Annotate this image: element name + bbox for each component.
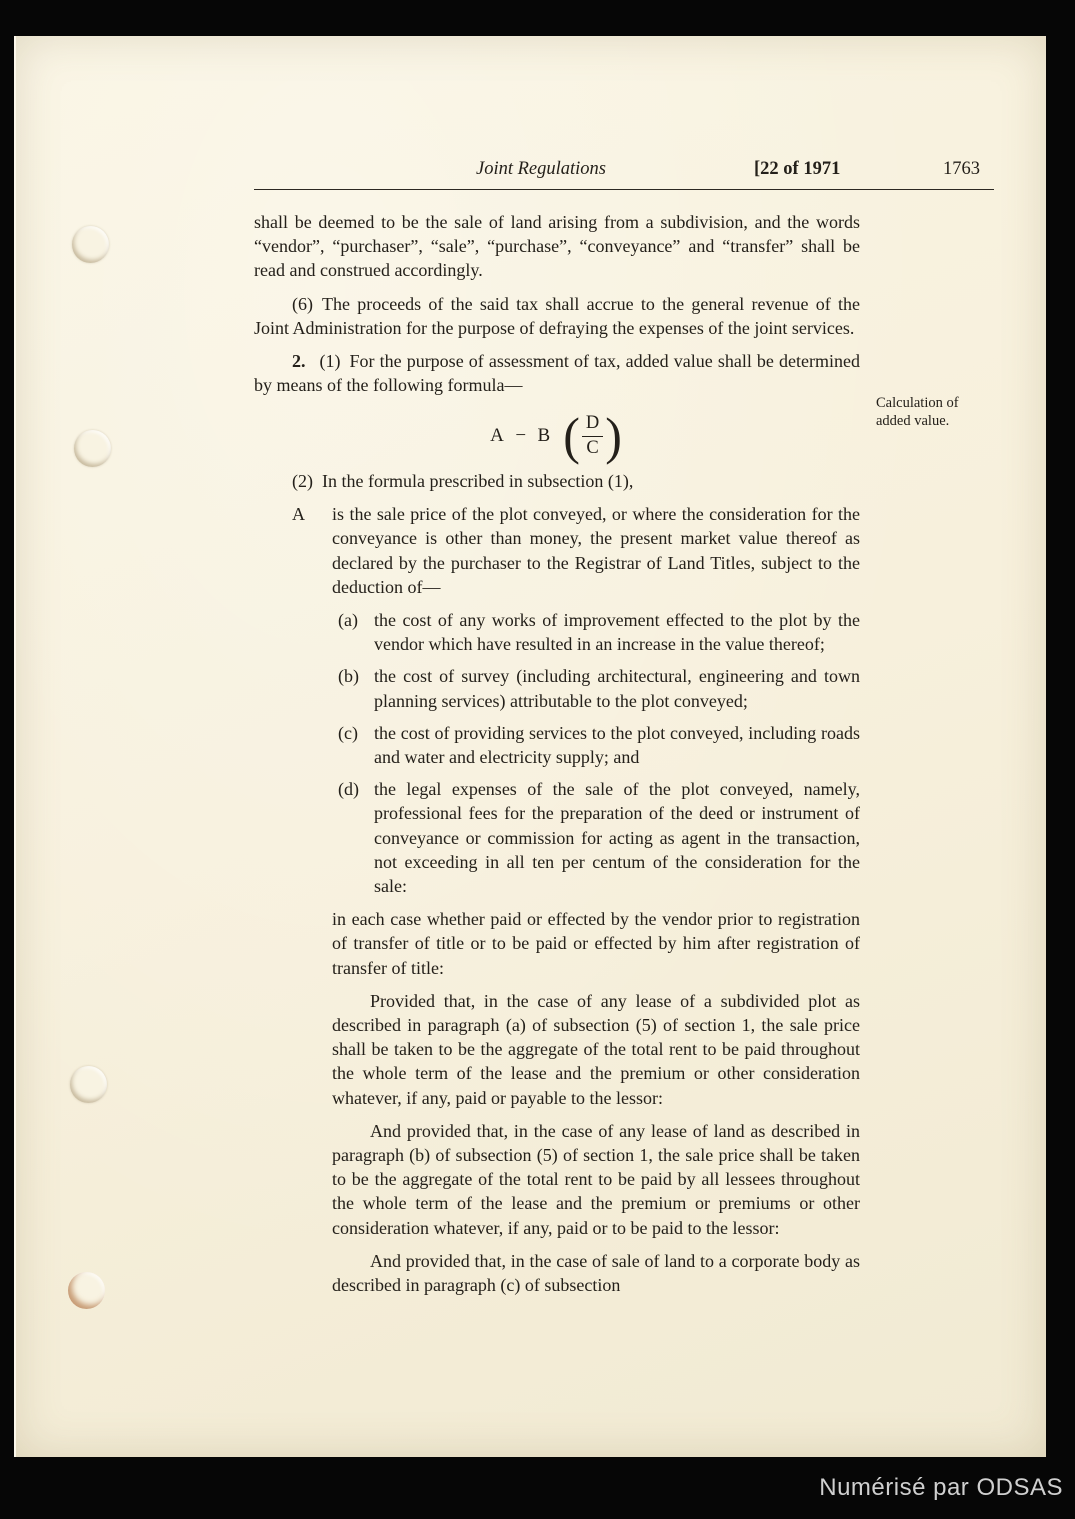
list-item-c <box>332 721 860 769</box>
list-item-d <box>332 777 860 898</box>
para-section-2-1 <box>254 349 860 397</box>
watermark: Numérisé par ODSAS <box>819 1474 1063 1501</box>
list-item-a <box>332 608 860 656</box>
fraction <box>582 413 603 459</box>
running-title: Joint Regulations <box>476 159 606 179</box>
citation: [22 of 1971 <box>754 159 841 179</box>
para-subdivision: shall be deemed to be the sale of land arising from a subdivision, and the words “vendor”, “purchaser”, “sale”, “purchase”, “conveyance” and “transfer” shall be read and construed accordingly. <box>254 212 860 281</box>
punch-hole <box>70 1066 107 1103</box>
definition-body: is the sale price of the plot conveyed, or where the consideration for the conveyance is other than money, the present market value thereof as declared by the purchaser to the Registrar of Land Titles, subject to the deduction of— <box>332 504 860 597</box>
fraction-numerator: D <box>582 413 603 436</box>
definition-continuation: in each case whether paid or effected by the vendor prior to registration of transfer of title or to be paid or effected by him after registration of transfer of title: <box>332 909 860 978</box>
list-item-text: the cost of any works of improvement effected to the plot by the vendor which have resulted in an increase in the value thereof; <box>374 609 860 655</box>
list-item-text: the legal expenses of the sale of the plot conveyed, namely, professional fees for the preparation of the deed or instrument of conveyance or commission for acting as agent in the transaction, not exceeding in all ten per centum of the consideration for the sale: <box>374 779 860 896</box>
punch-hole <box>72 226 109 263</box>
body-text <box>254 210 860 1306</box>
open-paren: ( <box>563 406 580 465</box>
list-item-text: the cost of providing services to the plot conveyed, including roads and water and electricity supply; and <box>374 722 860 767</box>
paper-sheet <box>14 36 1046 1457</box>
page-number: 1763 <box>943 159 980 179</box>
margin-note: Calculation of added value. <box>876 395 959 429</box>
list-item-label: (d) <box>338 779 359 800</box>
formula <box>254 406 860 465</box>
section-number: 2. <box>292 351 306 372</box>
definition-term: A <box>292 504 305 525</box>
proviso-2: And provided that, in the case of any lease of land as described in paragraph (b) of subsection (5) of section 1, the sale price shall be taken to be the aggregate of the total rent to be paid by all lessees throughout the whole term of the lease and the premium or premiums or other consideration whatever, if any, paid or to be paid to the lessor: <box>332 1120 860 1238</box>
proviso-3: And provided that, in the case of sale of land to a corporate body as described in paragraph (c) of subsection <box>332 1250 860 1296</box>
para-section-2-2: (2) In the formula prescribed in subsection (1), <box>292 470 634 491</box>
definition-A <box>254 502 860 1297</box>
proviso-1: Provided that, in the case of any lease of a subdivided plot as described in paragraph (a) of subsection (5) of section 1, the sale price shall be taken to be the aggregate of the total rent to be paid throughout the whole term of the lease and the premium or other consideration whatever, if any, paid or payable to the lessor: <box>332 990 860 1108</box>
punch-hole <box>74 430 111 467</box>
para-6: (6) The proceeds of the said tax shall accrue to the general revenue of the Joint Administration for the purpose of defraying the expenses of the joint services. <box>254 293 860 338</box>
formula-lhs: A − B <box>490 425 552 447</box>
list-item-label: (a) <box>338 609 358 630</box>
punch-hole <box>68 1272 105 1309</box>
list-item-label: (b) <box>338 666 359 687</box>
section-2-1-text: (1) For the purpose of assessment of tax, added value shall be determined by means of the following formula— <box>254 351 860 396</box>
list-item-text: the cost of survey (including architectural, engineering and town planning services) attributable to the plot conveyed; <box>374 666 860 711</box>
fraction-denominator: C <box>586 437 599 458</box>
page-header <box>254 146 994 190</box>
list-item-b <box>332 664 860 712</box>
close-paren: ) <box>605 406 622 465</box>
list-item-label: (c) <box>338 722 358 743</box>
